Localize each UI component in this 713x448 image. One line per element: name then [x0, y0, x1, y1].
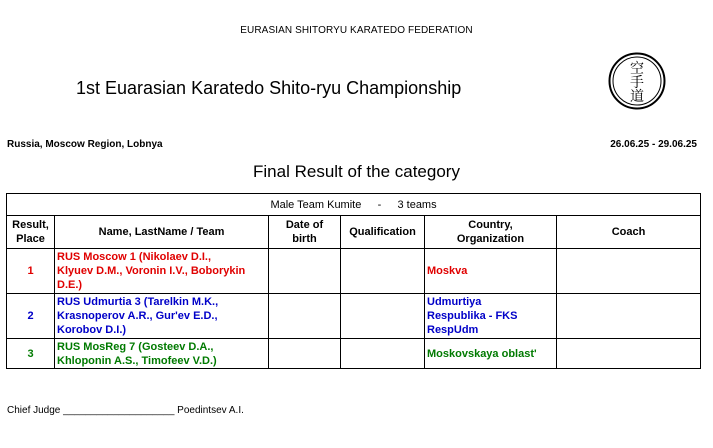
- column-header-row: [7, 216, 701, 249]
- category-separator: -: [377, 198, 382, 211]
- col-qualification-header: Qualification: [341, 216, 425, 249]
- category-cell: [7, 194, 701, 216]
- col-name-header: Name, LastName / Team: [55, 216, 269, 249]
- organization-line: Moskovskaya oblast': [427, 347, 537, 360]
- organization-line: Respublika - FKS: [427, 310, 518, 322]
- team-name-line: Krasnoperov A.R., Gur'ev E.D.,: [57, 310, 218, 322]
- col-dob-header: [269, 216, 341, 249]
- organization-cell: [425, 249, 557, 294]
- col-place-line1: Result,: [12, 219, 49, 231]
- coach-cell: [557, 339, 701, 369]
- qualification-cell: [341, 339, 425, 369]
- table-row: [7, 249, 701, 294]
- emblem-char-2: 手: [630, 75, 644, 91]
- team-name-line: RUS MosReg 7 (Gosteev D.A.,: [57, 340, 214, 353]
- category-name: Male Team Kumite: [270, 198, 362, 211]
- chief-judge-name: Poedintsev A.I.: [177, 405, 244, 416]
- federation-name: EURASIAN SHITORYU KARATEDO FEDERATION: [240, 25, 473, 36]
- table-row: [7, 294, 701, 339]
- organization-line: RespUdm: [427, 324, 479, 336]
- col-place-line2: Place: [16, 233, 45, 245]
- results-table: [6, 193, 701, 369]
- emblem-char-3: 道: [630, 89, 644, 105]
- dob-cell: [269, 249, 341, 294]
- dob-cell: [269, 294, 341, 339]
- col-place-header: [7, 216, 55, 249]
- dob-cell: [269, 339, 341, 369]
- team-name-line: Korobov D.I.): [57, 324, 127, 336]
- organization-cell: [425, 294, 557, 339]
- qualification-cell: [341, 294, 425, 339]
- championship-title: 1st Euarasian Karatedo Shito-ryu Championship: [76, 78, 462, 98]
- place-cell: 1: [7, 249, 55, 294]
- team-name-cell: [55, 294, 269, 339]
- team-name-line: RUS Udmurtia 3 (Tarelkin M.K.,: [57, 296, 219, 308]
- team-name-cell: [55, 249, 269, 294]
- organization-line: Udmurtiya: [427, 296, 482, 308]
- category-team-count: 3 teams: [397, 198, 437, 211]
- team-name-line: Klyuev D.M., Voronin I.V., Boborykin: [57, 265, 246, 277]
- chief-judge-label: Chief Judge: [7, 405, 61, 416]
- col-dob-line1: Date of: [285, 219, 324, 231]
- team-name-line: Khloponin A.S., Timofeev V.D.): [57, 354, 217, 367]
- coach-cell: [557, 249, 701, 294]
- result-heading: Final Result of the category: [253, 162, 460, 181]
- team-name-line: D.E.): [57, 279, 83, 291]
- organization-line: Moskva: [427, 265, 468, 277]
- chief-judge-line: [7, 405, 244, 416]
- col-coach-header: Coach: [557, 216, 701, 249]
- col-dob-line2: birth: [292, 233, 317, 245]
- signature-line: ____________________: [63, 405, 175, 416]
- event-location: Russia, Moscow Region, Lobnya: [7, 139, 163, 150]
- place-cell: 2: [7, 294, 55, 339]
- col-country-line1: Country,: [468, 219, 513, 231]
- col-country-header: [425, 216, 557, 249]
- team-name-cell: [55, 339, 269, 369]
- category-row: [7, 194, 701, 216]
- event-dates: 26.06.25 - 29.06.25: [610, 139, 697, 150]
- coach-cell: [557, 294, 701, 339]
- col-country-line2: Organization: [456, 233, 525, 245]
- team-name-line: RUS Moscow 1 (Nikolaev D.I.,: [57, 251, 212, 263]
- place-cell: 3: [7, 339, 55, 369]
- emblem-char-1: 空: [630, 61, 644, 77]
- table-row: [7, 339, 701, 369]
- qualification-cell: [341, 249, 425, 294]
- karatedo-emblem-icon: [608, 52, 666, 110]
- organization-cell: [425, 339, 557, 369]
